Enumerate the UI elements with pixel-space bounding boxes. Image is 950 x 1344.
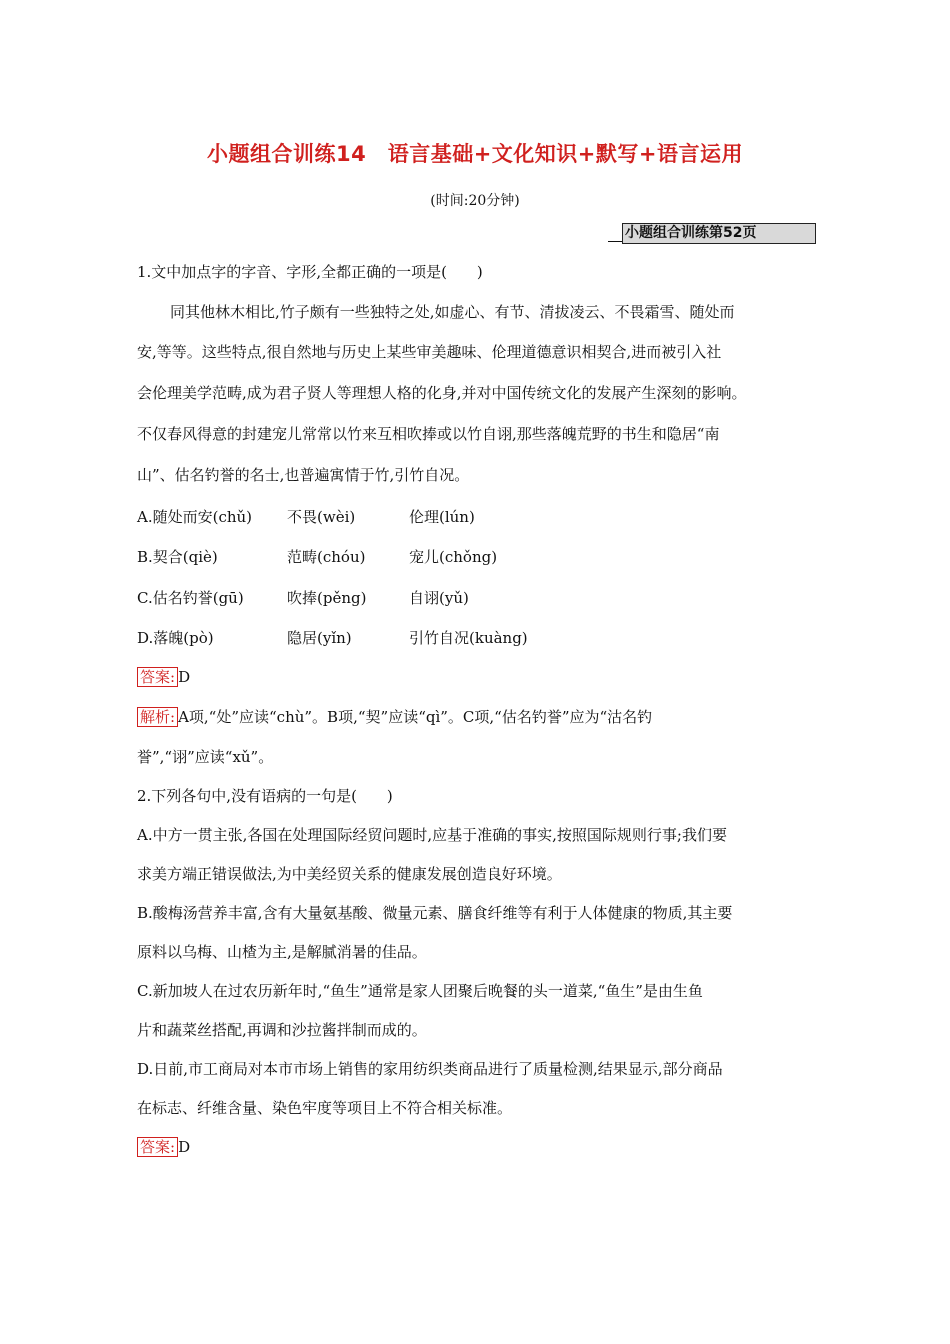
q1-option-b-2: 范畴(chóu): [287, 548, 366, 566]
q1-option-c-2: 吹捧(pěng): [287, 589, 367, 607]
q2-stem: 2.下列各句中,没有语病的一句是( ): [137, 787, 393, 805]
q1-passage-line: 会伦理美学范畴,成为君子贤人等理想人格的化身,并对中国传统文化的发展产生深刻的影响。: [137, 384, 747, 402]
answer-tag: 答案:: [137, 1137, 178, 1157]
q1-answer-value: D: [178, 668, 191, 686]
q2-option-line: 原料以乌梅、山楂为主,是解腻消暑的佳品。: [137, 943, 427, 961]
q2-option-line: A.中方一贯主张,各国在处理国际经贸问题时,应基于准确的事实,按照国际规则行事;我们要: [137, 826, 727, 844]
q1-option-b-3: 宠儿(chǒng): [409, 548, 498, 566]
q1-option-c-1: C.估名钓誉(gū): [137, 589, 244, 607]
q1-option-c-3: 自诩(yǔ): [409, 589, 469, 607]
page-ref-leader: [608, 241, 622, 242]
q2-option-line: 在标志、纤维含量、染色牢度等项目上不符合相关标准。: [137, 1099, 513, 1117]
q2-answer: [137, 1137, 190, 1157]
q1-analysis: [137, 707, 652, 727]
page-ref-box: 小题组合训练第52页: [622, 223, 816, 244]
q1-passage-line: 山”、估名钓誉的名士,也普遍寓情于竹,引竹自况。: [137, 466, 470, 484]
q2-option-line: C.新加坡人在过农历新年时,“鱼生”通常是家人团聚后晚餐的头一道菜,“鱼生”是由生鱼: [137, 982, 703, 1000]
q1-option-d-1: D.落魄(pò): [137, 629, 214, 647]
analysis-tag: 解析:: [137, 707, 178, 727]
q1-passage-line: 安,等等。这些特点,很自然地与历史上某些审美趣味、伦理道德意识相契合,进而被引入社: [137, 343, 722, 361]
q1-passage-line: 不仅春风得意的封建宠儿常常以竹来互相吹捧或以竹自诩,那些落魄荒野的书生和隐居“南: [137, 425, 720, 443]
q1-option-b-1: B.契合(qiè): [137, 548, 218, 566]
q1-option-a-1: A.随处而安(chǔ): [137, 508, 253, 526]
q1-option-d-3: 引竹自况(kuàng): [409, 629, 528, 647]
q1-stem: 1.文中加点字的字音、字形,全都正确的一项是( ): [137, 263, 483, 281]
q2-option-line: D.日前,市工商局对本市市场上销售的家用纺织类商品进行了质量检测,结果显示,部分商品: [137, 1060, 723, 1078]
q1-answer: [137, 667, 190, 687]
q2-answer-value: D: [178, 1138, 191, 1156]
q1-option-d-2: 隐居(yǐn): [287, 629, 352, 647]
page-title: 小题组合训练14 语言基础+文化知识+默写+语言运用: [206, 142, 743, 166]
q2-option-line: 片和蔬菜丝搭配,再调和沙拉酱拌制而成的。: [137, 1021, 427, 1039]
q1-passage-line: 同其他林木相比,竹子颇有一些独特之处,如虚心、有节、清拔凌云、不畏霜雪、随处而: [170, 303, 735, 321]
q1-analysis-line: 誉”,“诩”应读“xǔ”。: [137, 748, 274, 766]
q1-option-a-2: 不畏(wèi): [287, 508, 356, 526]
q1-option-a-3: 伦理(lún): [409, 508, 475, 526]
q1-analysis-line: A项,“处”应读“chù”。B项,“契”应读“qì”。C项,“估名钓誉”应为“沽名钓: [178, 708, 653, 726]
time-note: (时间:20分钟): [430, 193, 520, 209]
q2-option-line: B.酸梅汤营养丰富,含有大量氨基酸、微量元素、膳食纤维等有利于人体健康的物质,其主要: [137, 904, 733, 922]
answer-tag: 答案:: [137, 667, 178, 687]
q2-option-line: 求美方端正错误做法,为中美经贸关系的健康发展创造良好环境。: [137, 865, 562, 883]
